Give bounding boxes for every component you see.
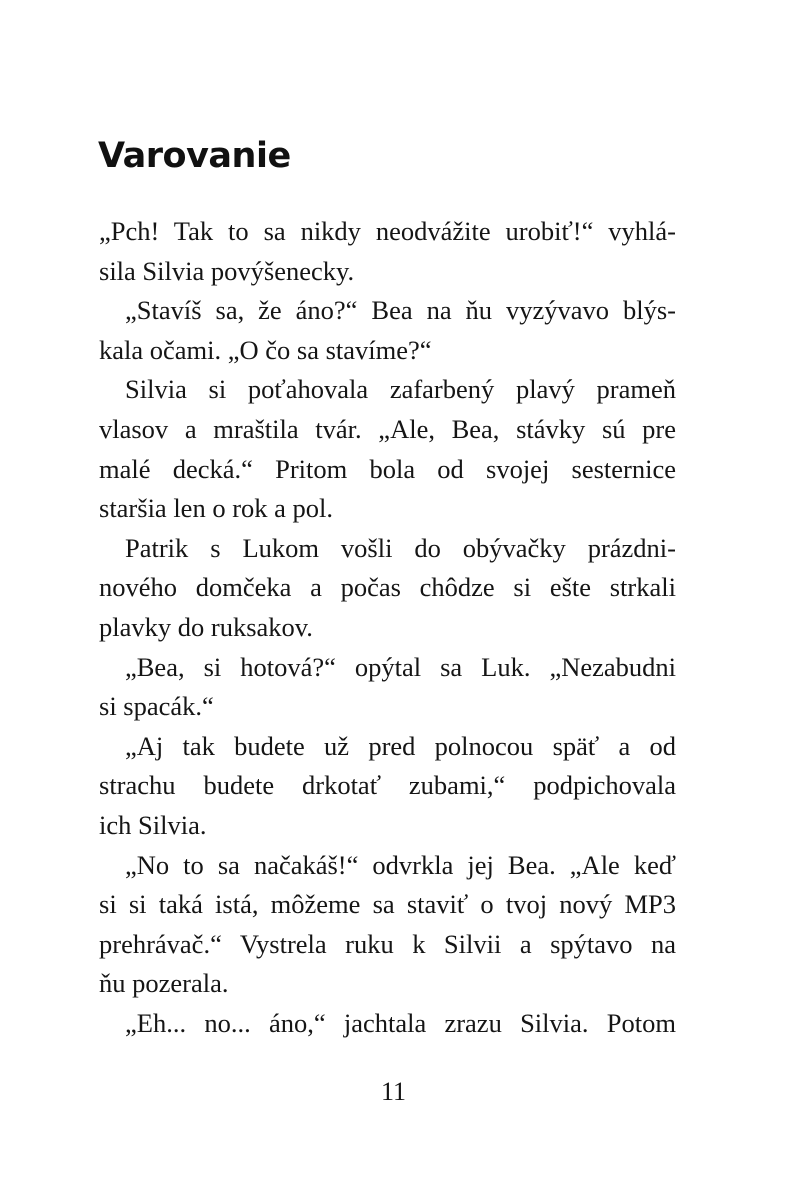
text-line: vlasov a mraštila tvár. „Ale, Bea, stávky sú pre — [99, 413, 676, 444]
text-line: ich Silvia. — [99, 809, 207, 840]
page-number: 11 — [380, 1077, 407, 1106]
text-line: „Eh... no... áno,“ jachtala zrazu Silvia. Potom — [125, 1007, 676, 1038]
text-line: nového domčeka a počas chôdze si ešte strkali — [99, 572, 676, 603]
text-line: si si taká istá, môžeme sa staviť o tvoj nový MP3 — [99, 889, 676, 920]
text-line: „No to sa načakáš!“ odvrkla jej Bea. „Ale keď — [125, 849, 676, 880]
text-line: strachu budete drkotať zubami,“ podpichovala — [99, 770, 676, 801]
text-line: plavky do ruksakov. — [99, 611, 313, 642]
text-line: staršia len o rok a pol. — [99, 493, 334, 524]
text-line: si spacák.“ — [99, 691, 214, 722]
text-line: ňu pozerala. — [99, 968, 229, 999]
text-line: „Pch! Tak to sa nikdy neodvážite urobiť!“ vyhlá- — [99, 216, 676, 246]
chapter-text — [99, 212, 676, 1043]
chapter-title: Varovanie — [98, 136, 291, 176]
text-line: sila Silvia povýšenecky. — [99, 255, 355, 286]
text-line: „Aj tak budete už pred polnocou späť a od — [125, 730, 676, 761]
text-line: prehrávač.“ Vystrela ruku k Silvii a spýtavo na — [99, 928, 676, 959]
text-line: „Bea, si hotová?“ opýtal sa Luk. „Nezabudni — [125, 651, 676, 682]
text-line: Silvia si poťahovala zafarbený plavý prameň — [125, 374, 676, 405]
text-line: Patrik s Lukom vošli do obývačky prázdni- — [125, 532, 676, 563]
text-line: kala očami. „O čo sa stavíme?“ — [99, 334, 432, 365]
text-line: malé decká.“ Pritom bola od svojej sesternice — [99, 453, 676, 484]
text-line: „Stavíš sa, že áno?“ Bea na ňu vyzývavo blýs- — [125, 295, 676, 326]
